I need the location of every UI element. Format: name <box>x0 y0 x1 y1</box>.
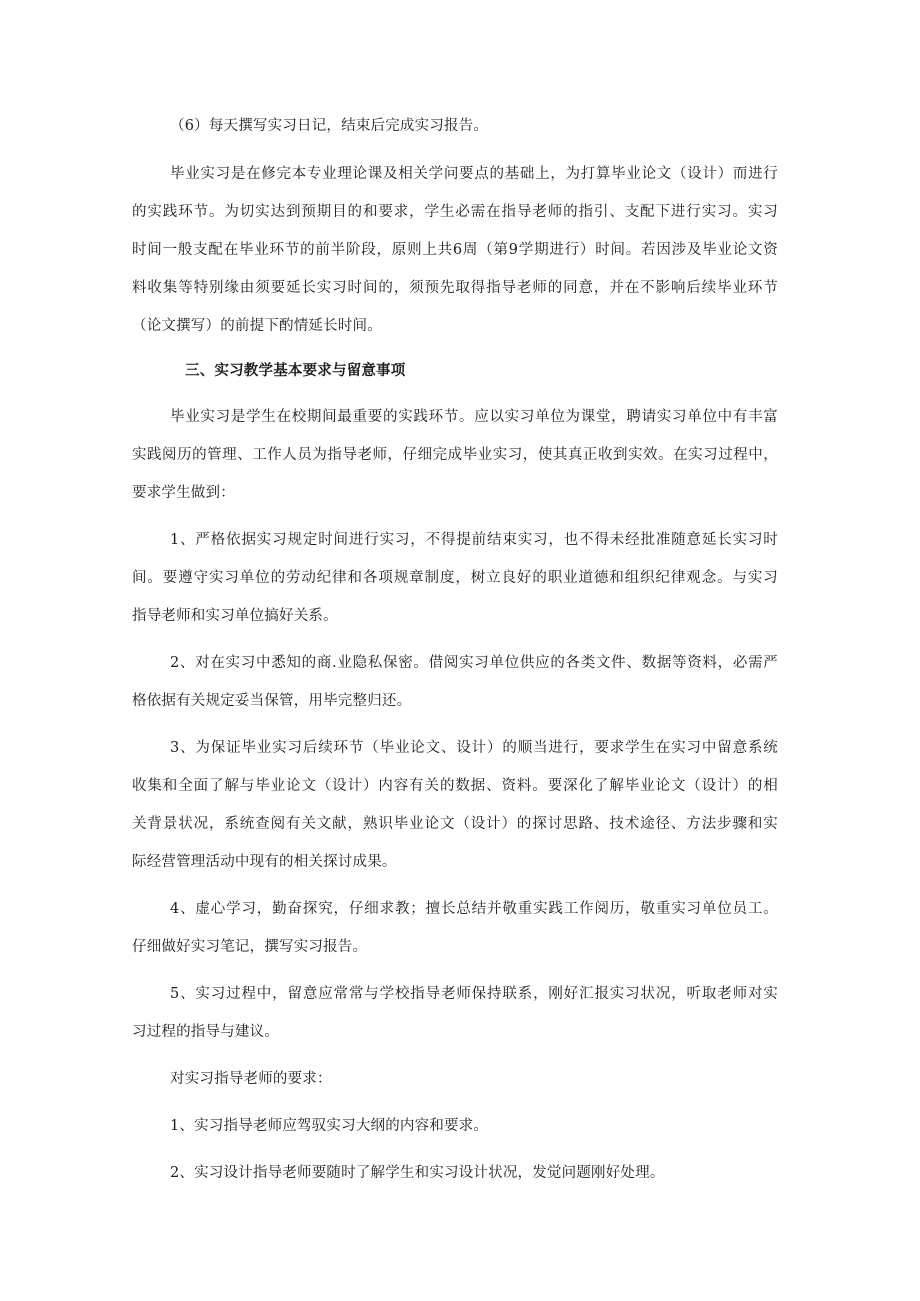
section-3-intro-line-1: 毕业实习是学生在校期间最重要的实践环节。应以实习单位为课堂，聘请实习单位中有丰富 <box>170 409 778 425</box>
requirement-3-line-1: 3、为保证毕业实习后续环节（毕业论文、设计）的顺当进行，要求学生在实习中留意系统 <box>170 740 778 756</box>
requirement-5-line-1: 5、实习过程中，留意应常常与学校指导老师保持联系，刚好汇报实习状况，听取老师对实 <box>170 986 778 1002</box>
requirement-4-line-2: 仔细做好实习笔记，撰写实习报告。 <box>132 939 368 955</box>
requirement-2-line-1: 2、对在实习中悉知的商.业隐私保密。借阅实习单位供应的各类文件、数据等资料，必需严 <box>170 655 778 671</box>
requirement-2-line-2: 格依据有关规定妥当保管，用毕完整归还。 <box>132 693 412 709</box>
requirement-4-line-1: 4、虚心学习，勤奋探究，仔细求教；擅长总结并敬重实践工作阅历，敬重实习单位员工。 <box>170 901 778 917</box>
requirement-1-line-1: 1、严格依据实习规定时间进行实习，不得提前结束实习，也不得未经批准随意延长实习时 <box>170 532 778 548</box>
requirement-3-line-2: 收集和全面了解与毕业论文（设计）内容有关的数据、资料。要深化了解毕业论文（设计）的相 <box>132 778 778 794</box>
intro-line-5: （论文撰写）的前提下酌情延长时间。 <box>132 318 382 334</box>
section-3-intro-line-2: 实践阅历的管理、工作人员为指导老师，仔细完成毕业实习，使其真正收到实效。在实习过程中， <box>132 447 778 463</box>
section-3-heading: 三、实习教学基本要求与留意事项 <box>185 363 406 379</box>
requirement-1-line-2: 间。要遵守实习单位的劳动纪律和各项规章制度，树立良好的职业道德和组织纪律观念。与实习 <box>132 570 778 586</box>
section-3-intro-line-3: 要求学生做到： <box>132 485 235 501</box>
intro-line-1: 毕业实习是在修完本专业理论课及相关学问要点的基础上，为打算毕业论文（设计）而进行 <box>170 166 778 182</box>
intro-line-4: 料收集等特别缘由须要延长实习时间的，须预先取得指导老师的同意，并在不影响后续毕业环节 <box>132 280 778 296</box>
intro-line-2: 的实践环节。为切实达到预期目的和要求，学生必需在指导老师的指引、支配下进行实习。实习 <box>132 204 778 220</box>
requirement-3-line-3: 关背景状况，系统查阅有关文献，熟识毕业论文（设计）的探讨思路、技术途径、方法步骤和实 <box>132 816 778 832</box>
teacher-requirements-heading: 对实习指导老师的要求： <box>170 1071 332 1087</box>
requirement-5-line-2: 习过程的指导与建议。 <box>132 1024 279 1040</box>
requirement-3-line-4: 际经营管理活动中现有的相关探讨成果。 <box>132 854 397 870</box>
intro-line-3: 时间一般支配在毕业环节的前半阶段，原则上共6周（第9学期进行）时间。若因涉及毕业论文资 <box>132 242 778 258</box>
item-6: （6）每天撰写实习日记，结束后完成实习报告。 <box>170 118 489 134</box>
teacher-requirement-2: 2、实习设计指导老师要随时了解学生和实习设计状况，发觉问题刚好处理。 <box>170 1165 665 1181</box>
requirement-1-line-3: 指导老师和实习单位搞好关系。 <box>132 608 338 624</box>
teacher-requirement-1: 1、实习指导老师应驾驭实习大纲的内容和要求。 <box>170 1118 489 1134</box>
